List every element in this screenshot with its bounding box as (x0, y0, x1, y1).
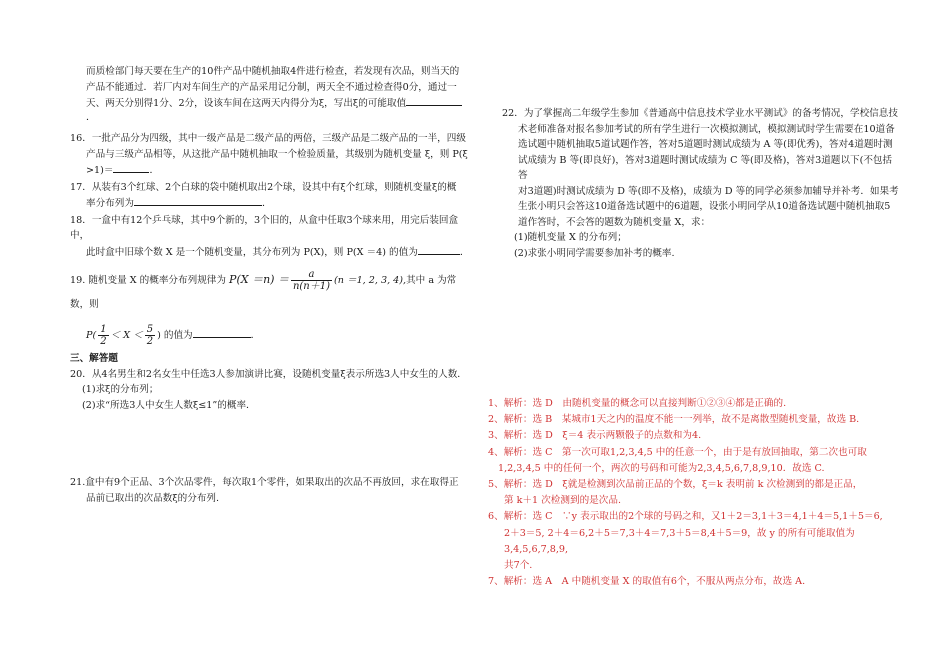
answer-6: 6、解析：选 C ∵y 表示取出的2个球的号码之和，又1＋2＝3,1＋3＝4,1＋4＝5,1＋5＝6, 2＋3＝5, 2＋4＝6,2＋5＝7,3＋4＝7,3＋5＝8,4＋5＝9，故 y 的所有可能取值为3,4,5,6,7,8,9, 共7个. (488, 511, 883, 572)
question-16: 16．一批产品分为四级，其中一级产品是二级产品的两倍，三级产品是二级产品的一半，四级 产品与三级产品相等，从这批产品中随机抽取一个检验质量，其级别为随机变量 ξ，则 P(ξ >1)＝ ． (70, 133, 468, 176)
answer-blank[interactable] (113, 162, 149, 173)
question-number: 20． (70, 368, 92, 380)
question-17: 17．从装有3个红球、2个白球的袋中随机取出2个球，设其中有ξ个红球，则随机变量ξ的概 率分布列为 ． (70, 181, 457, 209)
answer-blank[interactable] (406, 95, 462, 106)
fraction: $\frac{1}{2}$ (100, 324, 107, 347)
text-line: ． (86, 111, 96, 123)
question-number: 16． (70, 133, 92, 144)
right-column (502, 106, 900, 261)
left-column (70, 64, 475, 506)
question-number: 18． (70, 214, 92, 226)
answer-4: 4、解析：选 C 第一次可取1,2,3,4,5 中的任意一个，由于是有放回抽取，第二次也可取 1,2,3,4,5 中的任何一个，两次的号码和可能为2,3,4,5,6,7,8,9,10．故选 C. (488, 446, 867, 474)
answer-key (488, 396, 913, 590)
text-line: 而质检部门每天要在生产的10件产品中随机抽取4件进行检查，若发现有次品，则当天的 (86, 66, 460, 77)
answer-5: 5、解析：选 D ξ就是检测到次品前正品的个数，ξ＝k 表明前 k 次检测到的都是正品， 第 k＋1 次检测到的是次品. (488, 479, 863, 507)
answer-1: 1、解析：选 D 由随机变量的概念可以直接判断①②③④都是正确的. (488, 398, 787, 409)
question-number: 21. (70, 477, 86, 488)
question-number: 19. (70, 275, 86, 286)
fraction: $\frac{5}{2}$ (146, 324, 154, 347)
question-19: 19. 随机变量 X 的概率分布列规律为 P(X ＝n) ＝ $\frac{a}{n(n+1)}$ (n ＝1, 2, 3, 4),其中 a 为常数，则 P( $\frac{1}{2}$ ＜ X ＜ $\frac{5}{2}$ ) 的值为 ． (70, 269, 457, 347)
question-number: 17． (70, 181, 92, 193)
question-number: 22． (502, 108, 524, 119)
question-22: 22．为了掌握高二年级学生参加《普通高中信息技术学业水平测试》的备考情况，学校信息技 术老师准备对报名参加考试的所有学生进行一次模拟测试，模拟测试时学生需要在10道备 选试题中随机抽取5道试题作答，答对5道题时测试成绩为 A 等(即优秀)，答对4道题时测 试成绩为 B 等(即良好)，答对3道题时测试成绩为 C 等(即及格)，答对3道题以下(不包括答 对3道题)时测试成绩为 D 等(即不及格)，成绩为 D 等的同学必须参加辅导并补考．如果考 生张小明只会答这10道备选试题中的6道题，设张小明同学从10道备选试题中随机抽取5 道作答时，不会答的题数为随机变量 X，求： (1)随机变量 X 的分布列； (2)求张小明同学需要参加补考的概率. (502, 108, 899, 259)
section-heading: 三、解答题 (70, 353, 118, 364)
question-21: 21.盒中有9个正品、3个次品零件，每次取1个零件，如果取出的次品不再放回，求在取得正 品前已取出的次品数ξ的分布列. (70, 477, 459, 504)
text-line: 天、两天分别得1分、2分，设该车间在这两天内得分为ξ，写出ξ的可能取值 (86, 95, 475, 112)
answer-blank[interactable] (193, 327, 251, 338)
question-15-continued (70, 64, 475, 125)
answer-7: 7、解析：选 A A 中随机变量 X 的取值有6个，不服从两点分布，故选 A. (488, 576, 806, 588)
answer-blank[interactable] (134, 195, 262, 206)
answer-blank[interactable] (418, 244, 460, 255)
answer-2: 2、解析：选 B 某城市1天之内的温度不能一一列举，故不是离散型随机变量，故选 B. (488, 414, 860, 426)
text-line: 产品不能通过．若厂内对车间生产的产品采用记分制，两天全不通过检查得0分，通过一 (86, 81, 457, 93)
question-18: 18．一盒中有12个乒乓球，其中9个新的，3个旧的，从盒中任取3个球来用，用完后装回盒中， 此时盒中旧球个数 X 是一个随机变量，其分布列为 P(X)，则 P(X ＝4) 的值为 ． (70, 214, 470, 258)
fraction: $\frac{a}{n(n+1)}$ (292, 269, 330, 292)
answer-3: 3、解析：选 D ξ＝4 表示两颗骰子的点数和为4. (488, 430, 702, 442)
question-20: 20．从4名男生和2名女生中任选3人参加演讲比赛，设随机变量ξ表示所选3人中女生的人数． (1)求ξ的分布列； (2)求“所选3人中女生人数ξ≤1”的概率． (70, 368, 467, 411)
